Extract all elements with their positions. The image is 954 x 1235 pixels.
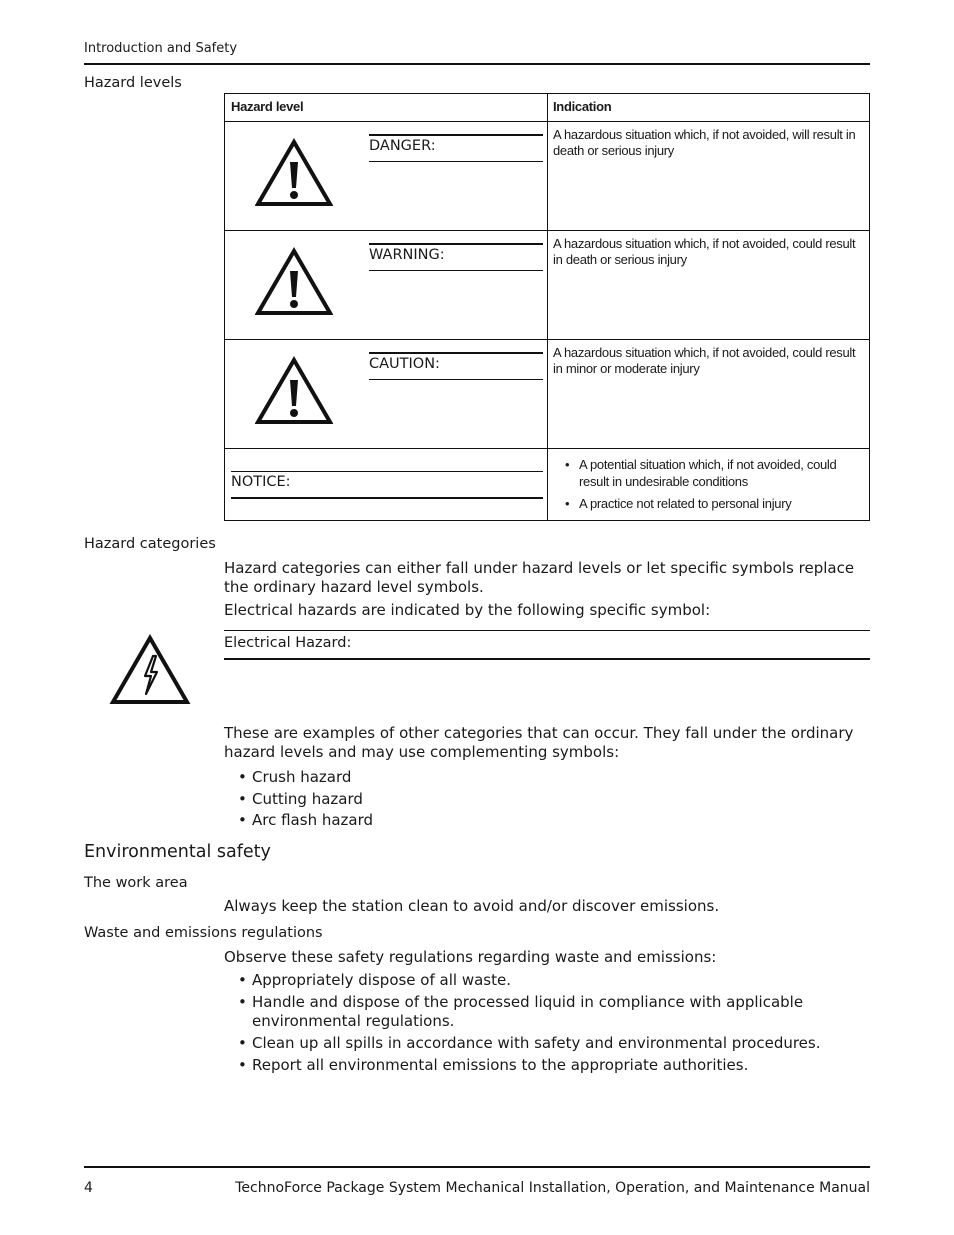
electrical-rule-bottom	[224, 658, 870, 660]
label-rule-bottom	[231, 497, 543, 499]
label-rule-top	[231, 471, 543, 472]
waste-regulations-list	[224, 971, 824, 1075]
hazard-levels-heading: Hazard levels	[84, 75, 182, 91]
notice-bullets	[551, 456, 851, 512]
danger-label: DANGER:	[369, 138, 436, 154]
manual-title: TechnoForce Package System Mechanical Installation, Operation, and Maintenance Manual	[235, 1180, 870, 1196]
list-item: • Report all environmental emissions to the appropriate authorities.	[224, 1056, 824, 1075]
list-item: • Handle and dispose of the processed liquid in compliance with applicable environmental regulations.	[224, 993, 824, 1031]
hazard-example-list	[224, 767, 870, 832]
hazard-categories-heading: Hazard categories	[84, 536, 216, 552]
caution-label: CAUTION:	[369, 356, 440, 372]
list-item: • Arc flash hazard	[224, 810, 870, 832]
danger-indication: A hazardous situation which, if not avoided, will result in death or serious injury	[553, 127, 856, 158]
page-number: 4	[84, 1180, 93, 1196]
table-row-divider	[225, 339, 870, 340]
list-item: • Clean up all spills in accordance with safety and environmental procedures.	[224, 1034, 824, 1053]
danger-warning-triangle-icon	[255, 138, 333, 208]
other-categories-paragraph: These are examples of other categories that can occur. They fall under the ordinary hazard levels and may use complementing symbols:	[224, 724, 854, 761]
table-row-divider	[225, 448, 870, 449]
list-item: • Appropriately dispose of all waste.	[224, 971, 824, 990]
environmental-safety-heading: Environmental safety	[84, 842, 271, 862]
table-column-divider	[547, 94, 548, 521]
electrical-intro-paragraph: Electrical hazards are indicated by the following specific symbol:	[224, 601, 711, 619]
notice-label: NOTICE:	[231, 474, 291, 490]
work-area-heading: The work area	[84, 875, 188, 891]
label-rule-bottom	[369, 161, 543, 162]
waste-regulations-heading: Waste and emissions regulations	[84, 925, 323, 941]
table-row-divider	[225, 230, 870, 231]
warning-triangle-icon	[255, 247, 333, 317]
electrical-hazard-label: Electrical Hazard:	[224, 635, 352, 651]
label-rule-bottom	[369, 379, 543, 380]
hazard-levels-table	[224, 93, 870, 521]
list-item: • Cutting hazard	[224, 789, 870, 811]
list-item: • A practice not related to personal injury	[551, 495, 851, 512]
footer-rule	[84, 1166, 870, 1168]
column-header-indication: Indication	[553, 99, 612, 114]
header-rule	[84, 63, 870, 65]
label-rule-top	[369, 134, 543, 136]
electrical-rule-top	[224, 630, 870, 631]
list-item: • A potential situation which, if not avoided, could result in undesirable conditions	[551, 456, 851, 490]
work-area-paragraph: Always keep the station clean to avoid and/or discover emissions.	[224, 897, 720, 915]
list-item: • Crush hazard	[224, 767, 870, 789]
electrical-hazard-icon	[109, 634, 191, 706]
waste-intro-paragraph: Observe these safety regulations regarding waste and emissions:	[224, 948, 717, 966]
caution-triangle-icon	[255, 356, 333, 426]
column-header-hazard-level: Hazard level	[231, 99, 304, 114]
caution-indication: A hazardous situation which, if not avoided, could result in minor or moderate injury	[553, 345, 856, 376]
hazard-categories-paragraph: Hazard categories can either fall under hazard levels or let specific symbols replace the ordinary hazard level symbols.	[224, 559, 855, 596]
label-rule-top	[369, 352, 543, 354]
label-rule-top	[369, 243, 543, 245]
table-row-divider	[225, 121, 870, 122]
running-header: Introduction and Safety	[84, 41, 238, 56]
label-rule-bottom	[369, 270, 543, 271]
warning-label: WARNING:	[369, 247, 445, 263]
warning-indication: A hazardous situation which, if not avoided, could result in death or serious injury	[553, 236, 856, 267]
